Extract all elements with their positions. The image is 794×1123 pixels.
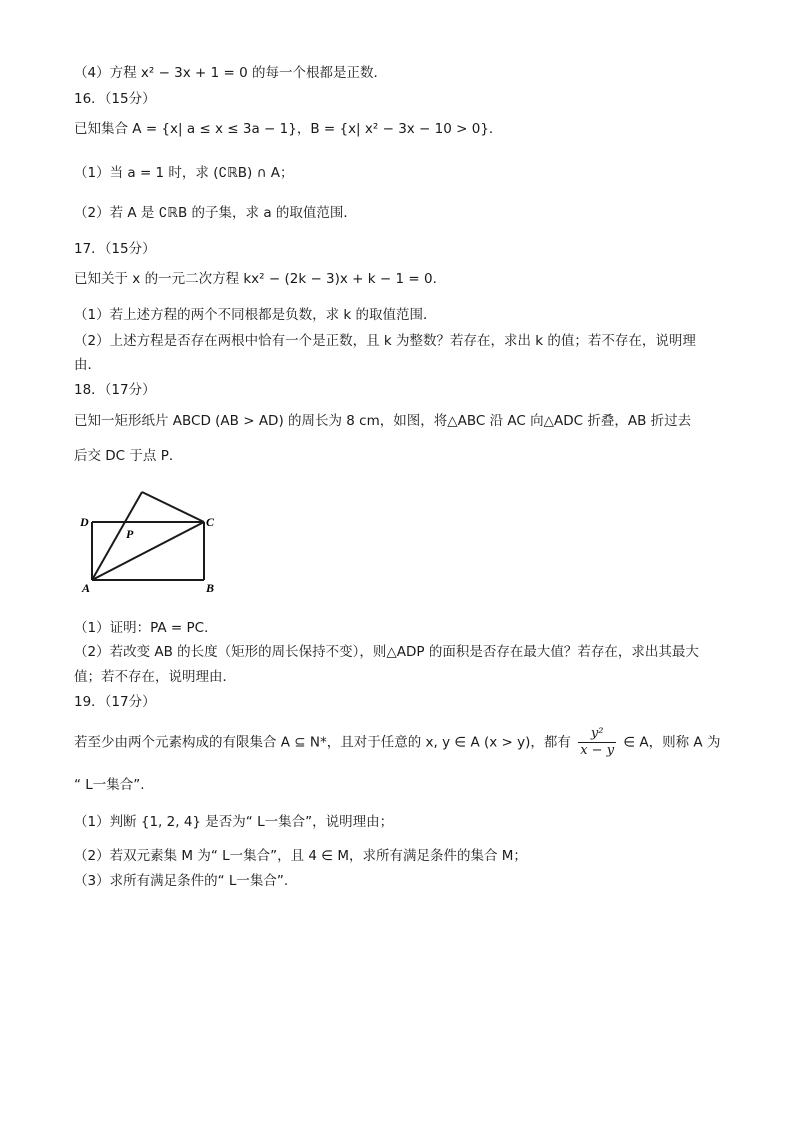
q18-part-2-cont: 值；若不存在，说明理由． bbox=[74, 669, 236, 685]
fraction-numerator: y² bbox=[578, 726, 616, 743]
q19-part-2: （2）若双元素集 M 为“ L一集合”，且 4 ∈ M，求所有满足条件的集合 M； bbox=[74, 848, 527, 864]
q17-part-2-cont: 由． bbox=[74, 357, 101, 373]
q15-item-4: （4）方程 x² − 3x + 1 = 0 的每一个根都是正数． bbox=[74, 65, 388, 81]
q18-part-1: （1）证明：PA = PC． bbox=[74, 620, 218, 636]
q16-part-2: （2）若 A 是 ∁ℝB 的子集，求 a 的取值范围． bbox=[74, 205, 357, 221]
q19-stem bbox=[74, 726, 720, 759]
q17-part-1: （1）若上述方程的两个不同根都是负数，求 k 的取值范围． bbox=[74, 307, 437, 323]
rectangle-fold-figure bbox=[78, 478, 238, 602]
label-c: C bbox=[206, 515, 215, 529]
q17-stem: 已知关于 x 的一元二次方程 kx² − (2k − 3)x + k − 1 = 0． bbox=[74, 271, 447, 287]
fraction-denominator: x − y bbox=[580, 743, 615, 758]
q19-header: 19．（17分） bbox=[74, 694, 156, 710]
q19-fraction bbox=[578, 726, 616, 759]
q18-part-2: （2）若改变 AB 的长度（矩形的周长保持不变），则△ADP 的面积是否存在最大值？若存在，求出其最大 bbox=[74, 644, 699, 660]
q18-stem: 已知一矩形纸片 ABCD (AB > AD) 的周长为 8 cm，如图，将△ABC 沿 AC 向△ADC 折叠，AB 折过去 bbox=[74, 413, 692, 429]
q16-header: 16．（15分） bbox=[74, 91, 156, 107]
folded-edge-bc bbox=[142, 492, 204, 522]
q19-part-3: （3）求所有满足条件的“ L一集合”. bbox=[74, 873, 289, 889]
q19-stem-text-a: 若至少由两个元素构成的有限集合 A ⊆ N*，且对于任意的 x, y ∈ A (x > y)，都有 bbox=[74, 734, 571, 751]
q18-header: 18．（17分） bbox=[74, 382, 156, 398]
q17-header: 17．（15分） bbox=[74, 241, 156, 257]
q19-stem-text-b: ∈ A，则称 A 为 bbox=[623, 734, 721, 751]
q17-part-2: （2）上述方程是否存在两根中恰有一个是正数，且 k 为整数？若存在，求出 k 的值；若不存在，说明理 bbox=[74, 333, 696, 349]
q18-stem-cont: 后交 DC 于点 P． bbox=[74, 448, 183, 464]
label-d: D bbox=[80, 515, 89, 529]
q16-stem: 已知集合 A = {x| a ≤ x ≤ 3a − 1}，B = {x| x² − 3x − 10 > 0}． bbox=[74, 121, 503, 137]
label-p: P bbox=[126, 527, 134, 541]
q16-part-1: （1）当 a = 1 时，求 (∁ℝB) ∩ A； bbox=[74, 165, 294, 181]
label-b: B bbox=[206, 581, 215, 595]
q19-part-1: （1）判断 {1, 2, 4} 是否为“ L一集合”，说明理由； bbox=[74, 814, 394, 830]
label-a: A bbox=[82, 581, 91, 595]
q19-stem-cont: “ L一集合”. bbox=[74, 777, 145, 793]
